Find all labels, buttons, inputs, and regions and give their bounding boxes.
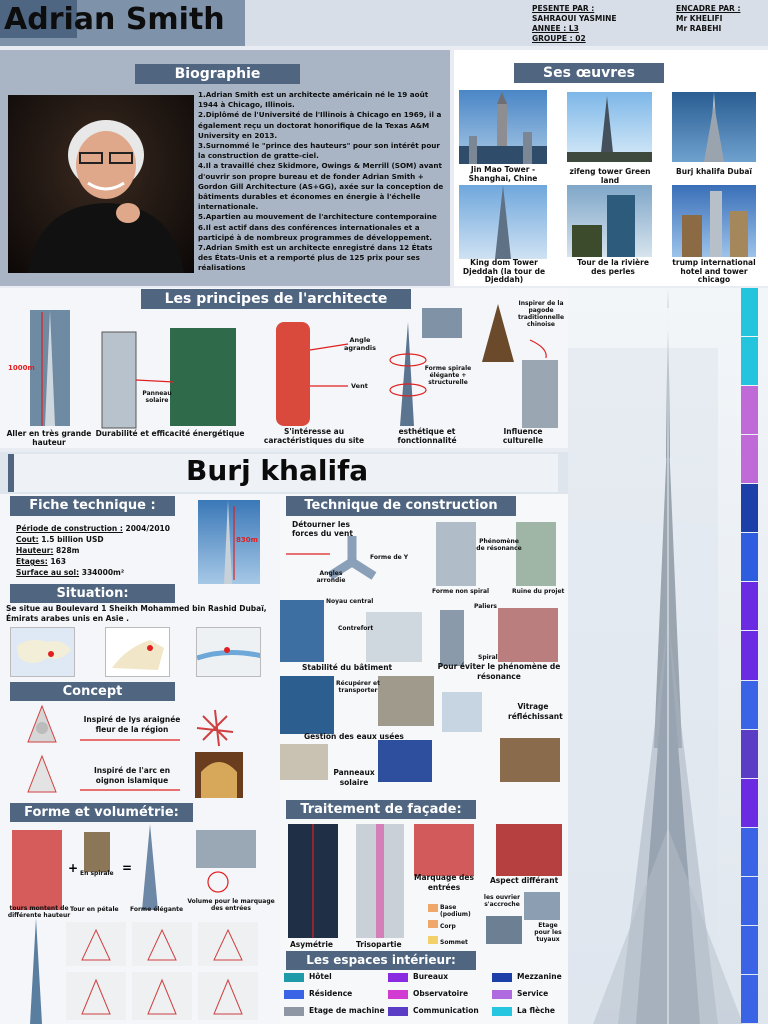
legend-body: Corp [440,923,456,930]
interior-color-strip [741,288,758,1024]
svg-text:+: + [68,861,79,875]
principle-aesthetics: esthétique et fonctionnalité [397,427,457,445]
space-color-swatch [388,973,408,982]
forme-spiral-label: En spirale [80,870,114,877]
building-photo [500,738,560,782]
strip-segment [741,975,758,1023]
fiche-value: 334000m² [79,568,125,577]
facade-tri-label: Trisopartie [356,940,402,949]
strip-segment [741,730,758,778]
principles-title: Les principes de l'architecte [141,289,411,309]
flower-plan [28,706,56,742]
presented-label: PESENTE PAR : [532,4,595,13]
tech-resonance-label: Phénomène de résonance [476,538,522,552]
strip-segment [741,337,758,385]
tower-3d [30,918,42,1024]
burj-title: Burj khalifa [186,454,369,487]
fiche-value: 1.5 billion USD [38,535,104,544]
strip-segment [741,386,758,434]
forme-petal-label: Tour en pétale [70,906,119,913]
legend-base: Base (podium) [440,904,471,918]
work-caption-burj: Burj khalifa Dubaï [676,167,752,176]
concept-lily: Inspiré de lys araignée fleur de la région [83,715,181,734]
year: ANNEE : L3 [532,24,579,33]
strip-segment [741,435,758,483]
strip-segment [741,779,758,827]
work-caption-jinmao: Jin Mao Tower - Shanghai, Chine [468,165,538,183]
angle-label: Angle agrandis [343,336,376,352]
entrance-photo [414,824,474,876]
fiche-row-cost [16,534,170,545]
space-color-swatch [492,990,512,999]
spiral-label: Forme spirale élégante + structurelle [424,365,472,386]
page-title: Adrian Smith [4,2,225,37]
tech-ruin-label: Ruine du projet [512,588,565,595]
facade-entrance-label: Marquage des entrées [414,873,474,892]
espaces-legend [284,972,568,1024]
fiche-key: Surface au sol: [16,568,80,577]
technique-title: Technique de construction [286,496,516,516]
arch-plan [28,756,56,792]
supervisor-2: Mr RABEHI [676,24,722,33]
spiral-tower [400,322,414,426]
forme-title: Forme et volumétrie: [10,803,193,822]
work-caption-zifeng: zifeng tower Green land [569,167,651,185]
works-title: Ses œuvres [514,63,664,83]
tech-spiral-label: Spiral [478,654,498,661]
principle-height: Aller en très grande hauteur [6,429,92,447]
space-label: Service [517,989,549,998]
strip-segment [741,926,758,974]
resonance-photo-2 [516,522,556,586]
work-caption-pearl: Tour de la rivière des perles [577,258,649,276]
supervisor-1: Mr KHELIFI [676,14,723,23]
space-legend-item [284,972,332,986]
facade-title: Traitement de façade: [286,800,476,819]
fiche-value: 828m [53,546,80,555]
space-label: Résidence [309,989,353,998]
dubai-map [196,627,261,677]
space-color-swatch [388,990,408,999]
aspect-photo [496,824,562,876]
tech-stability-label: Stabilité du bâtiment [302,663,393,672]
entrance-volume [196,830,256,868]
bio-text: 1.Adrian Smith est un architecte américain né le 19 août 1944 à Chicago, Illinois. 2.Diplômé de l'Université de l'Illinois à Chicago en 1969, il a également reçu un doctorat honorifique de la Texas A&M University en 2013. 3.Surnommé le "prince des hauteurs" pour son intérêt pour la construction de gratte-ciel. 4.Il a travaillé chez Skidmore, Owings & Merrill (SOM) avant d'ouvrir son propre bureau et de fonder Adrian Smith + Gordon Gill Architecture (AS+GG), axée sur la conception de bâtiments durables et économes en énergie à l'échelle internationale. 5.Apartien au mouvement de l'architecture contemporaine 6.Il est actif dans des conférences internationales et a participé à de nombreux programmes de développement. 7.Adrian Smith est un architecte enregistré dans 12 États des États-Unis et a remporté plus de 125 prix pour ses réalisations [198,90,444,273]
supervised-label: ENCADRE PAR : [676,4,741,13]
strip-segment [741,631,758,679]
fiche-row-floors [16,556,170,567]
work-photo-kingdom [459,185,547,259]
spiral-volume [84,832,110,872]
space-label: Bureaux [413,972,449,981]
space-label: Communication [413,1006,479,1015]
fiche-key: Etages: [16,557,48,566]
concept-arch: Inspiré de l'arc en oignon islamique [93,766,171,785]
space-legend-item [388,972,448,986]
forme-graphics [0,822,280,1024]
pagoda [482,304,514,362]
student-name: SAHRAOUI YASMINE [532,14,617,23]
height-1000m-label: 1000m [8,364,35,372]
fiche-row-height [16,545,170,556]
space-color-swatch [492,1007,512,1016]
strip-segment [741,484,758,532]
spiral-photo [422,308,462,338]
space-color-swatch [284,1007,304,1016]
tech-avoid-label: Pour éviter le phénomène de résonance [437,662,561,681]
architect-portrait [8,95,194,273]
bio-title: Biographie [135,64,300,84]
spiral-tower-photo [440,610,464,666]
space-label: Mezzanine [517,972,562,981]
strip-segment [741,288,758,336]
space-legend-item [492,972,562,986]
space-legend-item [284,1006,385,1020]
height-830m-label: 830m [236,536,258,544]
uae-map [105,627,170,677]
principle-culture: Influence culturelle [502,427,544,445]
fiche-value: 2004/2010 [122,524,170,533]
space-color-swatch [492,973,512,982]
forme-heights-label: tours montent de différente hauteur [7,905,71,919]
svg-text:=: = [122,861,133,875]
space-legend-item [284,989,352,1003]
fiche-key: Cout: [16,535,39,544]
legend-top: Sommet [440,939,468,946]
strip-segment [741,533,758,581]
landings-photo [498,608,558,662]
solar-panels [378,740,432,782]
space-label: Etage de machine [309,1006,385,1015]
work-photo-burj [672,92,756,162]
space-label: Hôtel [309,972,332,981]
fiche-value: 163 [47,557,66,566]
situation-text: Se situe au Boulevard 1 Sheikh Mohammed bin Rashid Dubaï, Émirats arabes unis en Asie . [6,604,267,623]
strip-segment [741,877,758,925]
work-photo-zifeng [567,92,652,162]
space-label: Observatoire [413,989,469,998]
tech-y-label: Forme de Y [370,554,409,561]
fiche-row-surface [16,567,170,578]
core-photo [280,600,324,662]
work-caption-trump: trump international hotel and tower chicago [672,258,756,285]
facade-asym-label: Asymétrie [290,940,334,949]
work-caption-kingdom: King dom Tower Djeddah (la tour de Djeddah) [462,258,546,285]
water-photo-1 [280,676,334,734]
buttress-diagram [366,612,422,662]
espaces-title: Les espaces intérieur: [286,951,476,970]
tech-angles-label: Angles arrondie [316,570,346,584]
space-legend-item [492,1006,555,1020]
principles-graphics [0,300,568,448]
volume-blocks [12,830,62,910]
stadium-photo [280,744,328,780]
supervised-by [676,4,740,34]
jinmao-tower [522,360,558,428]
tech-panels-label: Panneaux solaire [333,768,375,787]
burj-tower [568,288,768,1024]
situation-title: Situation: [10,584,175,603]
fiche-key: Hauteur: [16,546,54,555]
space-legend-item [388,1006,479,1020]
worker-photo [486,916,522,944]
fiche-key: Période de construction : [16,524,123,533]
technique-graphics [280,516,568,786]
tech-water-label: Gestion des eaux usées [304,732,404,741]
tech-buttress-label: Contrefort [338,625,374,632]
solar-panel-label: Panneau solaire [142,390,172,404]
tech-wind-label: Détourner les forces du vent [292,520,353,538]
space-color-swatch [388,1007,408,1016]
space-label: La flèche [517,1006,555,1015]
site-tower [276,322,310,426]
tech-core-label: Noyau central [326,598,374,605]
concept-title: Concept [10,682,175,701]
tower-plans [66,922,258,1020]
elegant-form [142,824,158,910]
group: GROUPE : 02 [532,34,586,43]
reflective-glass [442,692,482,732]
tech-recover-label: Récupérer et transporter [336,680,380,694]
resonance-photo-1 [436,522,476,586]
strip-segment [741,681,758,729]
forme-elegant-label: Forme élégante [130,906,184,913]
fiche-row-period [16,523,170,534]
forme-entrance-label: Volume pour le marquage des entrées [187,898,275,912]
spider-lily [197,710,233,746]
fiche-rows [16,523,170,578]
tech-glass-label: Vitrage réfléchissant [508,702,563,721]
water-photo-2 [378,676,434,726]
principle-durability: Durabilité et efficacité énergétique [95,429,245,438]
work-photo-pearl [567,185,652,257]
strip-segment [741,582,758,630]
tech-landings-label: Paliers [474,603,497,610]
facade-aspect-label: Aspect différant [490,876,559,885]
solar-facade [102,332,136,428]
space-legend-item [388,989,468,1003]
presented-by [532,4,617,44]
work-photo-jinmao [459,90,547,164]
wind-label: Vent [351,382,368,390]
green-facade-photo [170,328,236,426]
pagoda-label: Inspirer de la pagode traditionnelle chinoise [517,300,565,328]
facade-pipes-label: Etage pour les tuyaux [534,922,562,943]
principle-site: S'intéresse au caractéristiques du site [263,427,365,445]
space-color-swatch [284,973,304,982]
work-photo-trump [672,185,756,257]
space-legend-item [492,989,548,1003]
tech-nonspiral-label: Forme non spiral [432,588,490,595]
fiche-title: Fiche technique : [10,496,175,516]
world-map [10,627,75,677]
facade-workers-label: les ouvrier s'accroche [483,894,521,908]
strip-segment [741,828,758,876]
space-color-swatch [284,990,304,999]
